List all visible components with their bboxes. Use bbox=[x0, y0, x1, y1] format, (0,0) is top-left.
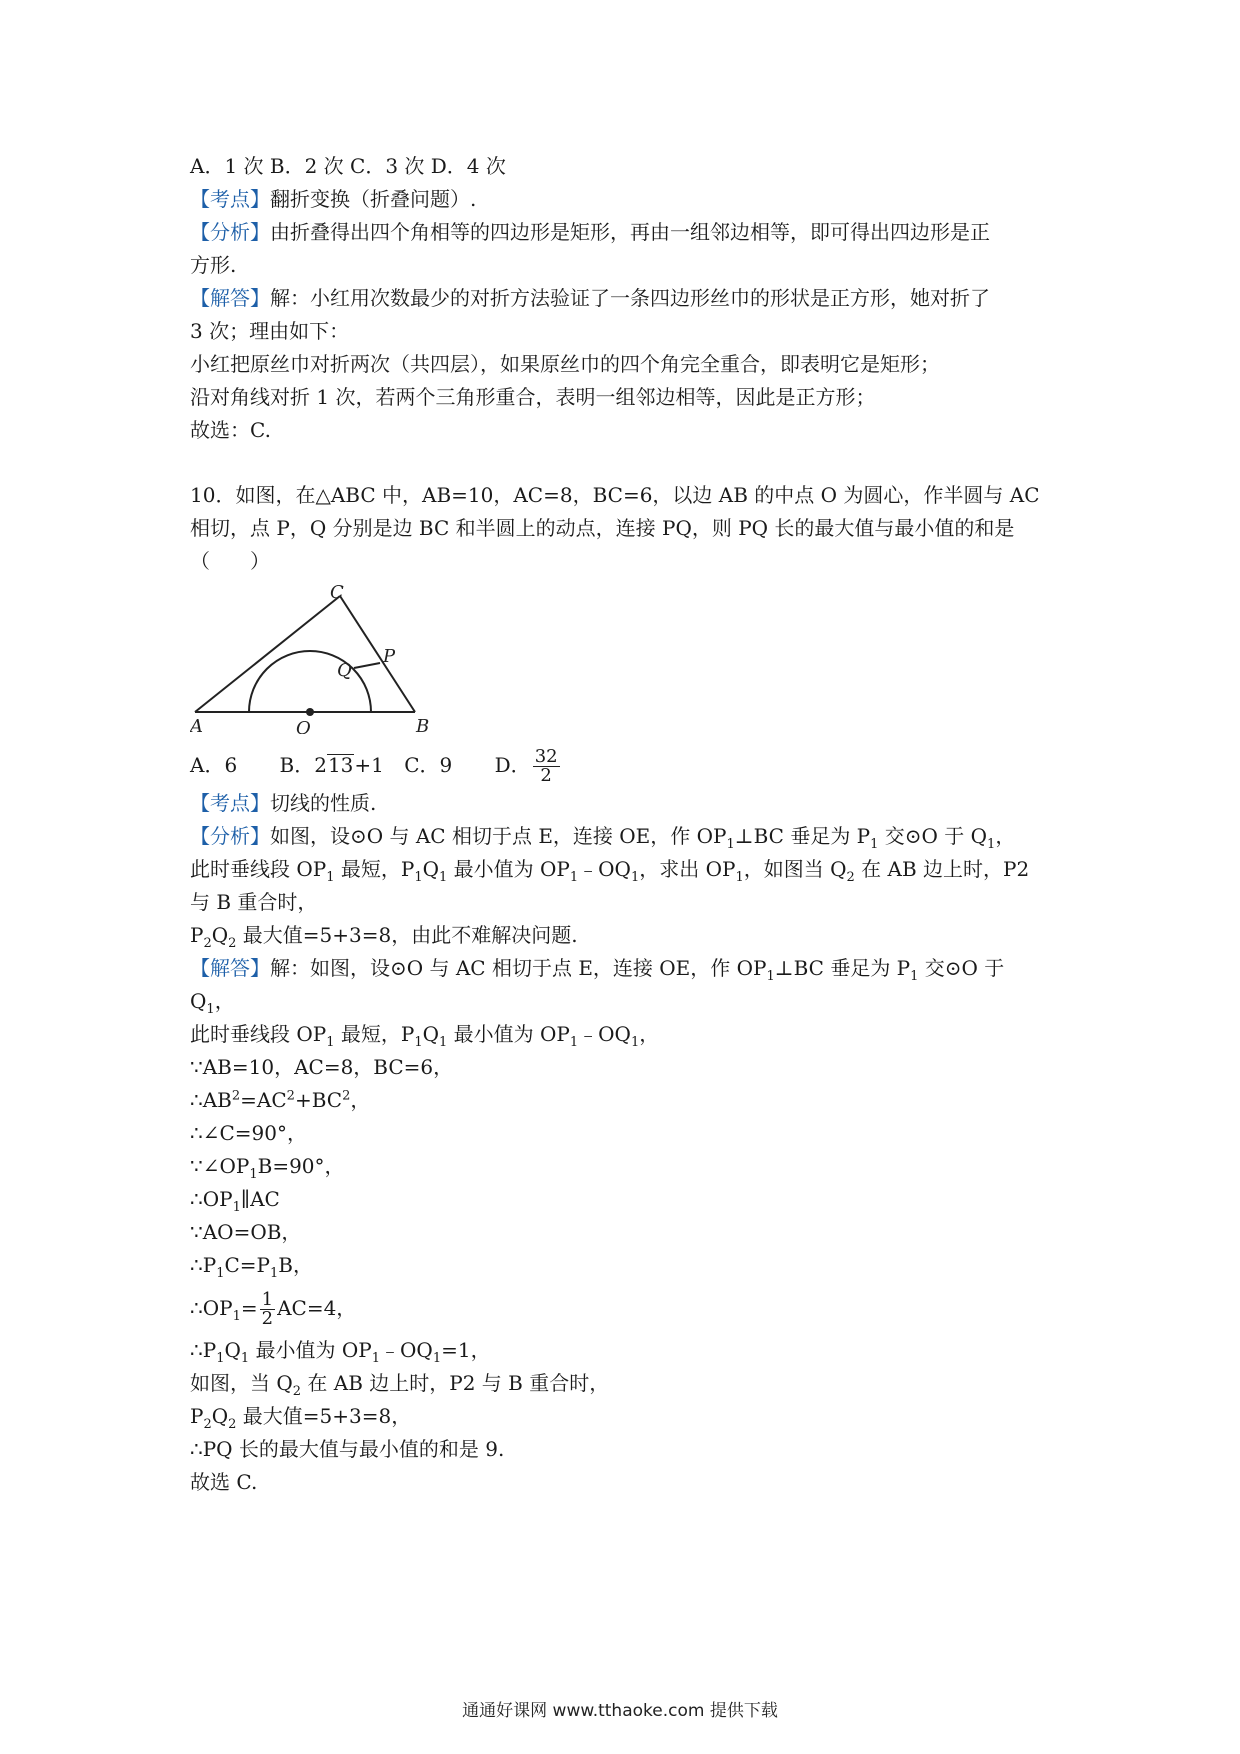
q9-jieda-3: 小红把原丝巾对折两次（共四层），如果原丝巾的四个角完全重合，即表明它是矩形； bbox=[190, 352, 940, 376]
q10-jieda-15: ∴PQ 长的最大值与最小值的和是 9. bbox=[190, 1437, 505, 1461]
q10-fenxi-2: 此时垂线段 $OP_1$ 最短，$P_1Q_1$ 最小值为 $OP_1﹣OQ_1$，求出 $OP_1$，如图当 $Q_2$ 在 AB 边上时，P2 bbox=[190, 857, 1030, 885]
option-d-fraction bbox=[533, 748, 560, 785]
option-b-prefix: B．2 bbox=[279, 753, 327, 777]
q10-jieda-10: $\therefore P_1C=P_1B$， bbox=[190, 1253, 313, 1281]
q10-jieda-2: $Q_1$， bbox=[190, 989, 235, 1017]
q10-kaodian bbox=[190, 787, 1070, 820]
q10-stem-3: （ ） bbox=[190, 549, 270, 573]
semicircle bbox=[249, 651, 371, 712]
option-a: A．6 bbox=[190, 753, 238, 777]
q9-jieda-2: 3 次；理由如下： bbox=[190, 319, 350, 343]
fenxi-tag: 【分析】 bbox=[190, 824, 270, 848]
side-bc bbox=[340, 596, 415, 712]
fenxi-text: 由折叠得出四个角相等的四边形是矩形，再由一组邻边相等，即可得出四边形是正 bbox=[270, 220, 990, 244]
fenxi-tag: 【分析】 bbox=[190, 220, 270, 244]
point-o bbox=[306, 708, 314, 716]
half-fraction: $\frac{1}{2}$ bbox=[261, 1289, 274, 1329]
document-page bbox=[190, 150, 1070, 1499]
jieda-tag: 【解答】 bbox=[190, 286, 270, 310]
label-q: Q bbox=[337, 660, 352, 681]
triangle-figure bbox=[190, 584, 1070, 739]
page-footer: 通通好课网 www.tthaoke.com 提供下载 bbox=[462, 1701, 778, 1721]
jieda-tag: 【解答】 bbox=[190, 956, 270, 980]
q10-jieda-13: 如图，当 $Q_2$ 在 AB 边上时，P2 与 B 重合时， bbox=[190, 1371, 610, 1399]
segment-pq bbox=[354, 663, 380, 668]
kaodian-tag: 【考点】 bbox=[190, 187, 270, 211]
q10-fenxi-1: 【分析】如图，设⊙O 与 AC 相切于点 E，连接 OE，作 $OP_1\perp BC$ 垂足为 $P_1$ 交⊙O 于 $Q_1$， bbox=[190, 824, 1016, 852]
side-ac bbox=[195, 596, 340, 712]
option-d-prefix: D． bbox=[494, 753, 531, 777]
q10-fenxi-4: $P_2Q_2$ 最大值=5+3=8，由此不难解决问题. bbox=[190, 923, 578, 951]
q10-jieda-5: $\therefore AB^2=AC^2+BC^2$， bbox=[190, 1088, 371, 1112]
q9-kaodian bbox=[190, 183, 1070, 216]
q10-jieda-14: $P_2Q_2$ 最大值=5+3=8， bbox=[190, 1404, 412, 1432]
label-c: C bbox=[330, 584, 344, 603]
option-c: C．9 bbox=[404, 753, 453, 777]
jieda-text: 解：小红用次数最少的对折方法验证了一条四边形丝巾的形状是正方形，她对折了 bbox=[270, 286, 990, 310]
q10-stem-1: 10．如图，在△ABC 中，AB=10，AC=8，BC=6，以边 AB 的中点 O 为圆心，作半圆与 AC bbox=[190, 483, 1040, 507]
option-d bbox=[495, 743, 562, 787]
option-b-radical: 13 bbox=[327, 753, 354, 777]
label-b: B bbox=[416, 716, 430, 734]
option-b bbox=[280, 743, 384, 787]
q9-jieda-5: 故选：C. bbox=[190, 418, 271, 442]
label-p: P bbox=[383, 646, 396, 667]
q10-jieda-4: ∵AB=10，AC=8，BC=6， bbox=[190, 1055, 454, 1079]
q9-jieda-1 bbox=[190, 282, 1070, 315]
option-b-suffix: +1 bbox=[354, 753, 384, 777]
q9-jieda-4: 沿对角线对折 1 次，若两个三角形重合，表明一组邻边相等，因此是正方形； bbox=[190, 385, 876, 409]
q10-jieda-1: 【解答】解：如图，设⊙O 与 AC 相切于点 E，连接 OE，作 $OP_1\perp BC$ 垂足为 $P_1$ 交⊙O 于 bbox=[190, 956, 1005, 984]
q10-options bbox=[190, 743, 1070, 787]
q10-jieda-7: $\because\angle OP_1B=90^\circ$， bbox=[190, 1154, 345, 1182]
label-a: A bbox=[190, 716, 203, 734]
q10-jieda-11: $\therefore OP_1=$ $\frac{1}{2}$ AC=4， bbox=[190, 1289, 357, 1329]
q10-jieda-9: ∵AO=OB， bbox=[190, 1220, 302, 1244]
q10-jieda-3: 此时垂线段 $OP_1$ 最短，$P_1Q_1$ 最小值为 $OP_1﹣OQ_1$， bbox=[190, 1022, 660, 1050]
kaodian-text: 翻折变换（折叠问题）. bbox=[270, 187, 477, 211]
q10-jieda-8: $\therefore OP_1\parallel AC$ bbox=[190, 1187, 280, 1215]
q10-jieda-6: ∴∠C=90°， bbox=[190, 1121, 307, 1145]
fraction-denominator: 2 bbox=[540, 765, 552, 786]
fraction-numerator: 32 bbox=[534, 746, 558, 767]
q10-jieda-16: 故选 C. bbox=[190, 1470, 258, 1494]
triangle-diagram bbox=[190, 584, 450, 734]
q9-fenxi-2: 方形. bbox=[190, 253, 237, 277]
q10-jieda-12: $\therefore P_1Q_1$ 最小值为 $OP_1﹣OQ_1=1$， bbox=[190, 1338, 491, 1366]
q10-fenxi-3: 与 B 重合时， bbox=[190, 890, 318, 914]
q10-stem-2: 相切，点 P，Q 分别是边 BC 和半圆上的动点，连接 PQ，则 PQ 长的最大值与最小值的和是 bbox=[190, 516, 1015, 540]
q9-fenxi-1 bbox=[190, 216, 1070, 249]
kaodian-tag: 【考点】 bbox=[190, 791, 270, 815]
kaodian-text: 切线的性质. bbox=[270, 791, 377, 815]
q9-options: A．1 次 B．2 次 C．3 次 D．4 次 bbox=[190, 154, 506, 178]
label-o: O bbox=[296, 718, 311, 734]
